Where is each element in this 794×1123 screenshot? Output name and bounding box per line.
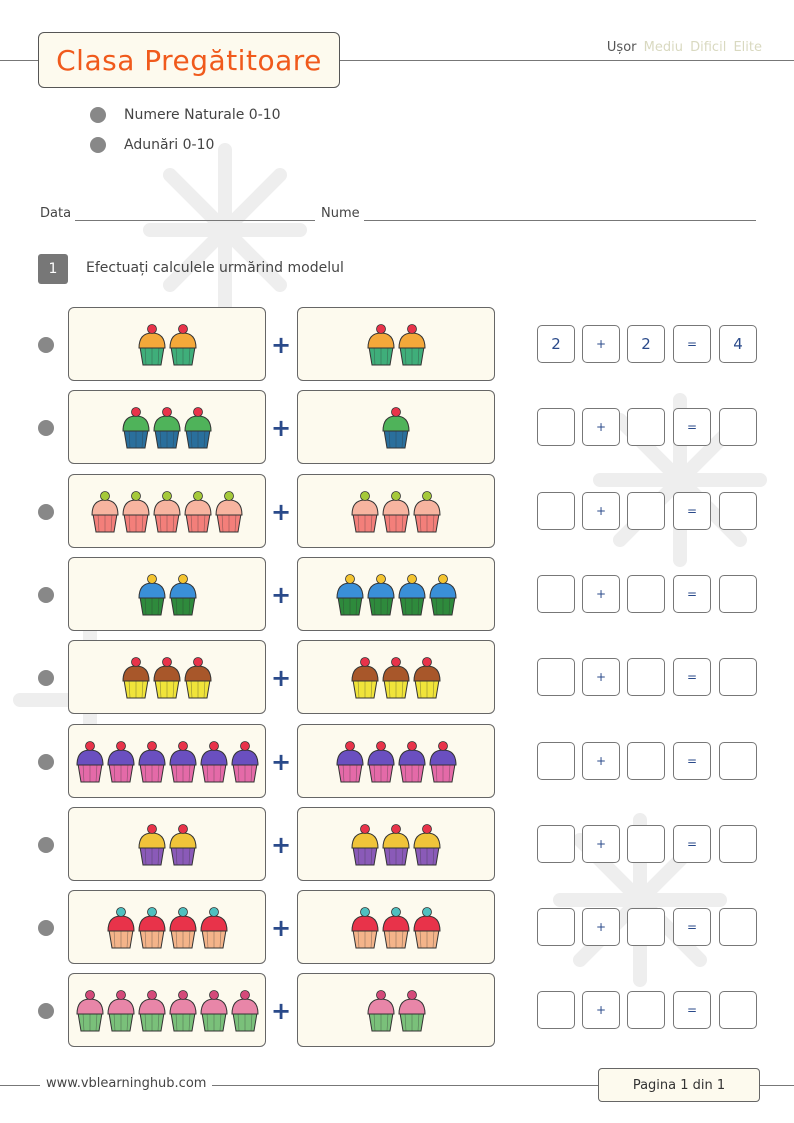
- name-label: Nume: [321, 206, 360, 221]
- bullet-dot-icon: [38, 670, 54, 686]
- equals-operator-box: =: [673, 658, 711, 696]
- cupcake-icon: [183, 488, 213, 534]
- equals-operator-box: =: [673, 908, 711, 946]
- cupcake-icon: [350, 904, 380, 950]
- plus-sign: +: [270, 914, 292, 943]
- cupcake-group: [365, 321, 427, 367]
- answer-input-box[interactable]: [719, 575, 757, 613]
- date-label: Data: [40, 206, 72, 221]
- cupcake-icon: [428, 571, 458, 617]
- plus-operator-box: +: [582, 908, 620, 946]
- left-picture-box: [68, 807, 266, 881]
- equals-operator-box: =: [673, 825, 711, 863]
- cupcake-icon: [397, 571, 427, 617]
- answer-input-box[interactable]: [537, 575, 575, 613]
- cupcake-icon: [106, 987, 136, 1033]
- exercise-row: [0, 557, 794, 635]
- cupcake-icon: [412, 904, 442, 950]
- cupcake-icon: [350, 821, 380, 867]
- cupcake-icon: [366, 321, 396, 367]
- plus-operator-box: +: [582, 742, 620, 780]
- equals-operator-box: =: [673, 742, 711, 780]
- answer-input-box[interactable]: [537, 492, 575, 530]
- cupcake-icon: [335, 571, 365, 617]
- answer-input-box[interactable]: [719, 408, 757, 446]
- left-picture-box: [68, 557, 266, 631]
- cupcake-icon: [335, 738, 365, 784]
- footer-site: www.vblearninghub.com: [40, 1076, 212, 1091]
- answer-input-box[interactable]: [719, 658, 757, 696]
- student-fields: [40, 202, 756, 221]
- exercise-row: [0, 973, 794, 1051]
- left-picture-box: [68, 890, 266, 964]
- cupcake-icon: [381, 404, 411, 450]
- title-box: [38, 32, 340, 88]
- cupcake-icon: [230, 738, 260, 784]
- answer-input-box[interactable]: [537, 908, 575, 946]
- cupcake-group: [350, 904, 443, 950]
- bullet-dot-icon: [90, 137, 106, 153]
- answer-input-box[interactable]: [719, 492, 757, 530]
- cupcake-group: [381, 404, 412, 450]
- exercise-instruction: Efectuați calculele urmărind modelul: [86, 260, 344, 276]
- answer-input-box[interactable]: [627, 742, 665, 780]
- exercise-row: [0, 890, 794, 968]
- cupcake-icon: [168, 904, 198, 950]
- right-picture-box: [297, 557, 495, 631]
- cupcake-group: [350, 488, 443, 534]
- cupcake-icon: [412, 654, 442, 700]
- topic-label: Adunări 0-10: [124, 137, 215, 153]
- left-picture-box: [68, 474, 266, 548]
- level-hard: Dificil: [690, 40, 727, 55]
- topic-label: Numere Naturale 0-10: [124, 107, 281, 123]
- bullet-dot-icon: [38, 1003, 54, 1019]
- left-picture-box: [68, 724, 266, 798]
- cupcake-group: [350, 821, 443, 867]
- cupcake-icon: [121, 654, 151, 700]
- right-picture-box: [297, 807, 495, 881]
- right-picture-box: [297, 390, 495, 464]
- exercise-row: [0, 724, 794, 802]
- right-picture-box: [297, 474, 495, 548]
- cupcake-icon: [397, 987, 427, 1033]
- cupcake-icon: [106, 738, 136, 784]
- right-picture-box: [297, 307, 495, 381]
- plus-operator-box: +: [582, 325, 620, 363]
- equals-operator-box: =: [673, 575, 711, 613]
- left-picture-box: [68, 307, 266, 381]
- cupcake-icon: [350, 488, 380, 534]
- name-field[interactable]: [364, 202, 756, 221]
- cupcake-icon: [199, 987, 229, 1033]
- cupcake-icon: [381, 654, 411, 700]
- plus-operator-box: +: [582, 492, 620, 530]
- plus-sign: +: [270, 830, 292, 859]
- cupcake-icon: [121, 404, 151, 450]
- cupcake-icon: [412, 488, 442, 534]
- plus-sign: +: [270, 331, 292, 359]
- answer-input-box[interactable]: [719, 991, 757, 1029]
- topic-item: [90, 100, 281, 130]
- answer-input-box[interactable]: [719, 742, 757, 780]
- answer-input-box[interactable]: [537, 825, 575, 863]
- topic-item: [90, 130, 281, 160]
- plus-operator-box: +: [582, 658, 620, 696]
- cupcake-icon: [75, 987, 105, 1033]
- cupcake-icon: [75, 738, 105, 784]
- cupcake-group: [74, 738, 260, 784]
- answer-input-box[interactable]: [627, 658, 665, 696]
- answer-input-box[interactable]: [627, 991, 665, 1029]
- cupcake-icon: [137, 987, 167, 1033]
- answer-input-box[interactable]: [537, 408, 575, 446]
- answer-input-box[interactable]: [627, 575, 665, 613]
- cupcake-icon: [366, 571, 396, 617]
- bullet-dot-icon: [38, 587, 54, 603]
- answer-input-box[interactable]: [719, 825, 757, 863]
- cupcake-icon: [428, 738, 458, 784]
- plus-operator-box: +: [582, 575, 620, 613]
- plus-sign: +: [270, 414, 292, 443]
- cupcake-icon: [366, 987, 396, 1033]
- cupcake-icon: [183, 404, 213, 450]
- cupcake-icon: [397, 321, 427, 367]
- exercise-row: [0, 474, 794, 552]
- cupcake-icon: [137, 821, 167, 867]
- cupcake-icon: [152, 654, 182, 700]
- cupcake-icon: [397, 738, 427, 784]
- cupcake-icon: [106, 904, 136, 950]
- equals-operator-box: =: [673, 991, 711, 1029]
- cupcake-icon: [412, 821, 442, 867]
- topic-list: [90, 100, 281, 160]
- cupcake-group: [365, 987, 427, 1033]
- cupcake-group: [136, 821, 198, 867]
- exercise-row: [0, 640, 794, 718]
- bullet-dot-icon: [38, 504, 54, 520]
- plus-operator-box: +: [582, 408, 620, 446]
- cupcake-group: [121, 404, 214, 450]
- plus-sign: +: [270, 497, 292, 526]
- plus-operator-box: +: [582, 991, 620, 1029]
- right-picture-box: [297, 724, 495, 798]
- answer-input-box[interactable]: 2: [537, 325, 575, 363]
- cupcake-icon: [168, 987, 198, 1033]
- right-picture-box: [297, 973, 495, 1047]
- exercise-row: [0, 307, 794, 385]
- cupcake-icon: [168, 821, 198, 867]
- cupcake-icon: [381, 821, 411, 867]
- page-number: Pagina 1 din 1: [632, 1077, 726, 1093]
- cupcake-icon: [183, 654, 213, 700]
- answer-input-box[interactable]: 2: [627, 325, 665, 363]
- cupcake-group: [136, 321, 198, 367]
- cupcake-group: [90, 488, 245, 534]
- cupcake-icon: [199, 904, 229, 950]
- answer-input-box[interactable]: [537, 658, 575, 696]
- cupcake-group: [121, 654, 214, 700]
- cupcake-group: [334, 571, 458, 617]
- cupcake-icon: [168, 738, 198, 784]
- cupcake-icon: [137, 571, 167, 617]
- bullet-dot-icon: [38, 920, 54, 936]
- plus-operator-box: +: [582, 825, 620, 863]
- cupcake-icon: [381, 904, 411, 950]
- cupcake-icon: [152, 404, 182, 450]
- answer-input-box[interactable]: [627, 408, 665, 446]
- cupcake-icon: [230, 987, 260, 1033]
- plus-sign: +: [270, 747, 292, 776]
- answer-input-box[interactable]: [537, 742, 575, 780]
- answer-input-box[interactable]: 4: [719, 325, 757, 363]
- left-picture-box: [68, 390, 266, 464]
- cupcake-group: [74, 987, 260, 1033]
- cupcake-group: [136, 571, 198, 617]
- cupcake-icon: [152, 488, 182, 534]
- answer-input-box[interactable]: [719, 908, 757, 946]
- level-elite: Elite: [733, 40, 762, 55]
- cupcake-group: [105, 904, 229, 950]
- page-indicator: [598, 1068, 760, 1102]
- cupcake-icon: [121, 488, 151, 534]
- exercise-row: [0, 807, 794, 885]
- level-easy: Ușor: [606, 40, 637, 55]
- left-picture-box: [68, 973, 266, 1047]
- equals-operator-box: =: [673, 408, 711, 446]
- bullet-dot-icon: [38, 420, 54, 436]
- cupcake-icon: [168, 321, 198, 367]
- cupcake-group: [334, 738, 458, 784]
- cupcake-icon: [90, 488, 120, 534]
- cupcake-icon: [350, 654, 380, 700]
- cupcake-group: [350, 654, 443, 700]
- date-field[interactable]: [75, 202, 315, 221]
- cupcake-icon: [137, 738, 167, 784]
- page-title: Clasa Pregătitoare: [56, 43, 322, 77]
- equals-operator-box: =: [673, 492, 711, 530]
- equals-operator-box: =: [673, 325, 711, 363]
- right-picture-box: [297, 890, 495, 964]
- cupcake-icon: [381, 488, 411, 534]
- cupcake-icon: [137, 904, 167, 950]
- bullet-dot-icon: [38, 837, 54, 853]
- exercise-row: [0, 390, 794, 468]
- exercise-number: 1: [38, 254, 68, 284]
- left-picture-box: [68, 640, 266, 714]
- plus-sign: +: [270, 580, 292, 609]
- cupcake-icon: [214, 488, 244, 534]
- level-medium: Mediu: [643, 40, 683, 55]
- cupcake-icon: [199, 738, 229, 784]
- difficulty-levels: [604, 40, 762, 55]
- answer-input-box[interactable]: [627, 825, 665, 863]
- answer-input-box[interactable]: [537, 991, 575, 1029]
- cupcake-icon: [366, 738, 396, 784]
- right-picture-box: [297, 640, 495, 714]
- bullet-dot-icon: [38, 754, 54, 770]
- bullet-dot-icon: [90, 107, 106, 123]
- answer-input-box[interactable]: [627, 908, 665, 946]
- cupcake-icon: [137, 321, 167, 367]
- plus-sign: +: [270, 997, 292, 1026]
- bullet-dot-icon: [38, 337, 54, 353]
- answer-input-box[interactable]: [627, 492, 665, 530]
- cupcake-icon: [168, 571, 198, 617]
- plus-sign: +: [270, 664, 292, 693]
